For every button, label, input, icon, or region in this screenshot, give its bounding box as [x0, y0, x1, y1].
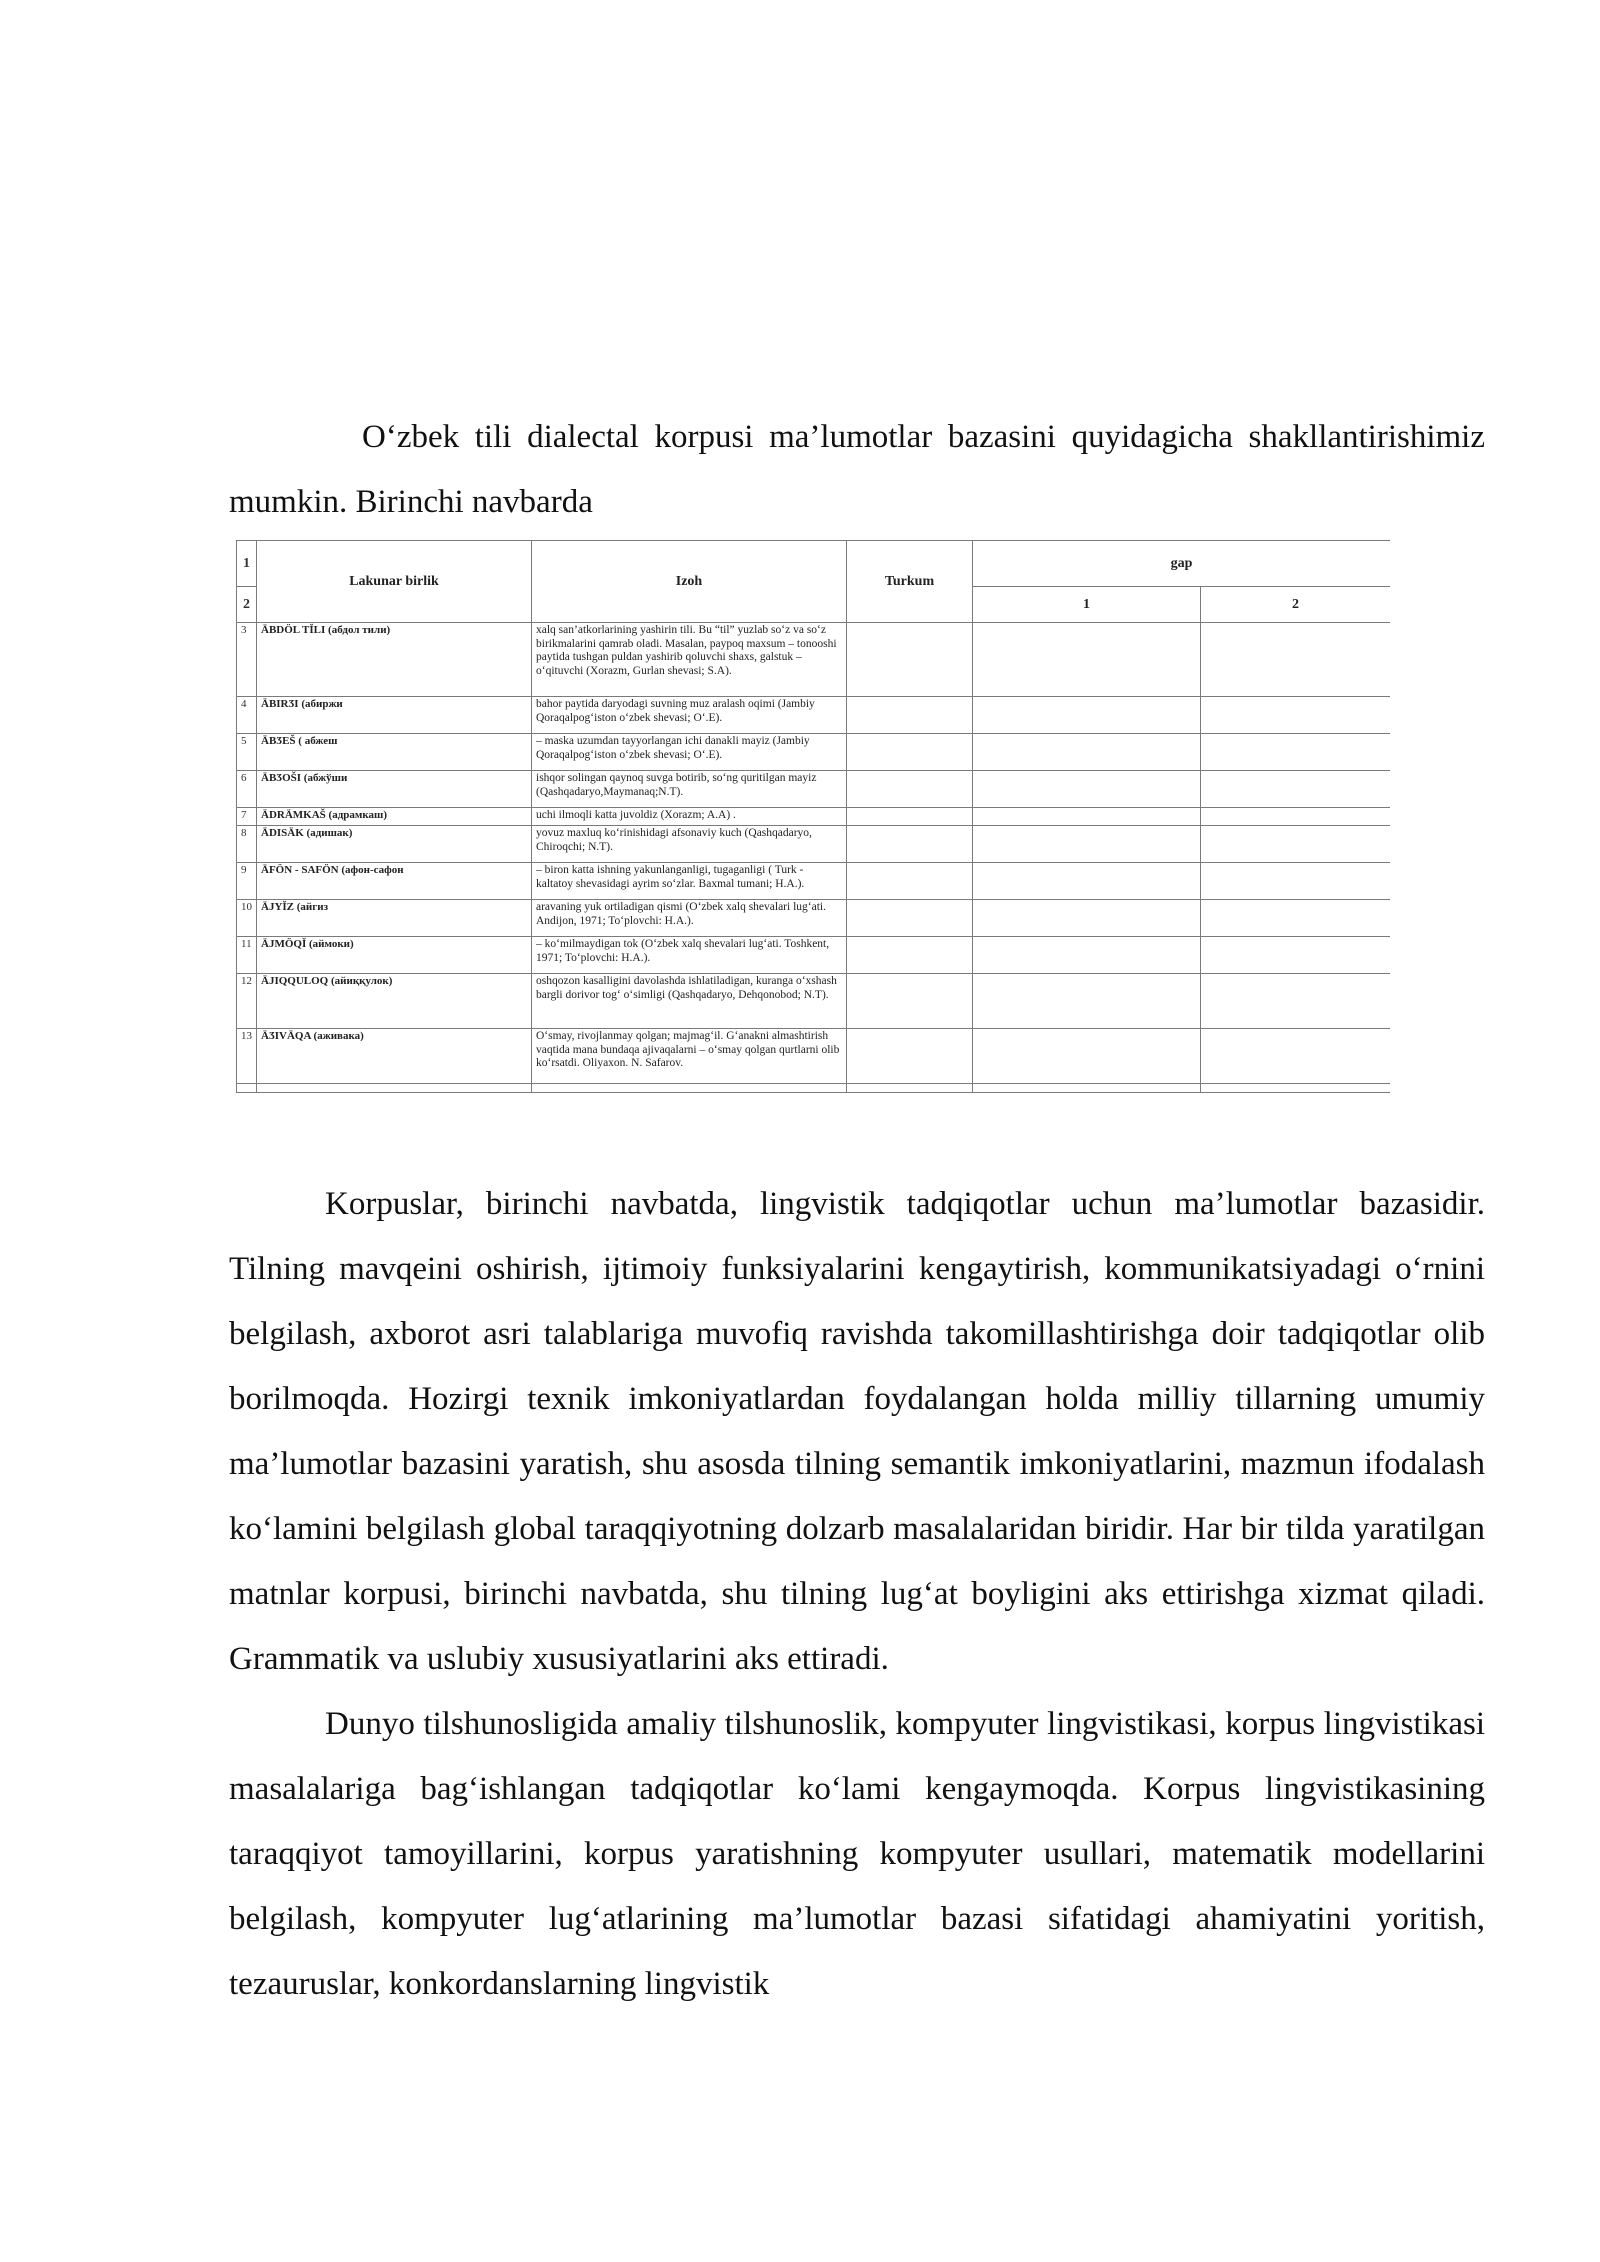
lakunar-word: ÄBӠOŠI (абжўши: [257, 771, 532, 808]
turkum-cell: [847, 697, 973, 734]
gap2-cell: [1201, 771, 1391, 808]
turkum-cell: [847, 900, 973, 937]
gap2-cell: [1201, 734, 1391, 771]
izoh-cell: – maska uzumdan tayyorlangan ichi danakli mayiz (Jambiy Qoraqalpog‘iston o‘zbek shevasi; O‘.E).: [532, 734, 847, 771]
turkum-cell: [847, 734, 973, 771]
table-row: [237, 974, 1391, 1029]
izoh-cell: bahor paytida daryodagi suvning muz aralash oqimi (Jambiy Qoraqalpog‘iston o‘zbek shevasi; O‘.E).: [532, 697, 847, 734]
table-row: [237, 734, 1391, 771]
table-row-cut: [237, 1084, 1391, 1093]
intro-paragraph: O‘zbek tili dialectal korpusi ma’lumotlar bazasini quyidagicha shakllantirishimiz mumkin. Birinchi navbarda: [229, 419, 1485, 520]
izoh-cell: – ko‘milmaydigan tok (O‘zbek xalq shevalari lug‘ati. Toshkent, 1971; To‘plovchi: H.A.).: [532, 937, 847, 974]
lakunar-word: [257, 1084, 532, 1093]
table-row: [237, 771, 1391, 808]
row-number: [237, 1084, 257, 1093]
header-gap-1: 1: [973, 587, 1201, 623]
izoh-cell: aravaning yuk ortiladigan qismi (O‘zbek xalq shevalari lug‘ati. Andijon, 1971; To‘plovchi: H.A.).: [532, 900, 847, 937]
izoh-cell: ishqor solingan qaynoq suvga botirib, so‘ng quritilgan mayiz (Qashqadaryo,Maymanaq;N.T).: [532, 771, 847, 808]
row-number: 8: [237, 826, 257, 863]
turkum-cell: [847, 808, 973, 826]
header-gap-2: 2: [1201, 587, 1391, 623]
izoh-cell: [532, 1084, 847, 1093]
table-row: [237, 697, 1391, 734]
table-row: [237, 937, 1391, 974]
turkum-cell: [847, 1084, 973, 1093]
gap2-cell: [1201, 808, 1391, 826]
table-row: [237, 623, 1391, 697]
gap1-cell: [973, 900, 1201, 937]
gap1-cell: [973, 974, 1201, 1029]
lakunar-word: ÄDRÄMKAŠ (адрамкаш): [257, 808, 532, 826]
row-number: 3: [237, 623, 257, 697]
table-row: [237, 900, 1391, 937]
row-number: 6: [237, 771, 257, 808]
gap1-cell: [973, 937, 1201, 974]
turkum-cell: [847, 863, 973, 900]
gap2-cell: [1201, 937, 1391, 974]
header-turkum: Turkum: [847, 541, 973, 623]
paragraph-korpuslar: Korpuslar, birinchi navbatda, lingvistik tadqiqotlar uchun ma’lumotlar bazasidir. Tilning mavqeini oshirish, ijtimoiy funksiyalarini kengaytirish, kommunikatsiyadagi o‘rnini belgilash, axborot asri talablariga muvofiq ravishda takomillashtirishga doir tadqiqotlar olib borilmoqda. Hozirgi texnik imkoniyatlardan foydalangan holda milliy tillarning umumiy ma’lumotlar bazasini yaratish, shu asosda tilning semantik imkoniyatlarini, mazmun ifodalash ko‘lamini belgilash global taraqqiyotning dolzarb masalalaridan biridir. Har bir tilda yaratilgan matnlar korpusi, birinchi navbatda, shu tilning lug‘at boyligini aks ettirishga xizmat qiladi. Grammatik va uslubiy xususiyatlarini aks ettiradi.: [229, 1186, 1485, 1677]
row-number: 5: [237, 734, 257, 771]
gap2-cell: [1201, 1029, 1391, 1084]
lakunar-word: ÄBDÖL TĬLI (абдол тили): [257, 623, 532, 697]
table-row: [237, 863, 1391, 900]
gap2-cell: [1201, 863, 1391, 900]
lakunar-word: ÄFÖN - SAFÖN (афон-сафон: [257, 863, 532, 900]
izoh-cell: uchi ilmoqli katta juvoldiz (Xorazm; A.A) .: [532, 808, 847, 826]
lakunar-word: ÄJMÖQĬ (аймоки): [257, 937, 532, 974]
lakunar-word: ÄJYĬZ (айгиз: [257, 900, 532, 937]
lakunar-word: ÄBӠEŠ ( абжеш: [257, 734, 532, 771]
izoh-cell: – biron katta ishning yakunlanganligi, tugaganligi ( Turk - kaltatoy shevasidagi ayrim so‘zlar. Baxmal tumani; H.A.).: [532, 863, 847, 900]
table-row: [237, 808, 1391, 826]
lakunar-word: ÄBIRӠI (абиржи: [257, 697, 532, 734]
gap1-cell: [973, 808, 1201, 826]
row-number: 1: [237, 541, 257, 587]
row-number: 7: [237, 808, 257, 826]
row-number: 9: [237, 863, 257, 900]
gap2-cell: [1201, 623, 1391, 697]
intro-block: [229, 405, 1485, 535]
row-number: 12: [237, 974, 257, 1029]
lakunar-word: ÄDISÄK (адишак): [257, 826, 532, 863]
row-number: 2: [237, 587, 257, 623]
turkum-cell: [847, 974, 973, 1029]
header-gap: gap: [973, 541, 1391, 587]
body-text: [229, 1172, 1485, 2017]
row-number: 11: [237, 937, 257, 974]
header-izoh: Izoh: [532, 541, 847, 623]
gap1-cell: [973, 734, 1201, 771]
turkum-cell: [847, 826, 973, 863]
row-number: 13: [237, 1029, 257, 1084]
turkum-cell: [847, 623, 973, 697]
gap1-cell: [973, 1029, 1201, 1084]
gap1-cell: [973, 826, 1201, 863]
lexicon-table: [236, 540, 1390, 1093]
row-number: 10: [237, 900, 257, 937]
lakunar-word: ÄJIQQULOQ (айиққулок): [257, 974, 532, 1029]
gap1-cell: [973, 697, 1201, 734]
gap2-cell: [1201, 1084, 1391, 1093]
turkum-cell: [847, 1029, 973, 1084]
gap1-cell: [973, 771, 1201, 808]
izoh-cell: yovuz maxluq ko‘rinishidagi afsonaviy kuch (Qashqadaryo, Chiroqchi; N.T).: [532, 826, 847, 863]
gap2-cell: [1201, 974, 1391, 1029]
paragraph-dunyo: Dunyo tilshunosligida amaliy tilshunoslik, kompyuter lingvistikasi, korpus lingvistikasi masalalariga bag‘ishlangan tadqiqotlar ko‘lami kengaymoqda. Korpus lingvistikasining taraqqiyot tamoyillarini, korpus yaratishning kompyuter usullari, matematik modellarini belgilash, kompyuter lug‘atlarining ma’lumotlar bazasi sifatidagi ahamiyatini yoritish, tezauruslar, konkordanslarning lingvistik: [229, 1706, 1485, 2002]
spreadsheet-image: [236, 540, 1390, 1098]
turkum-cell: [847, 937, 973, 974]
table-row: [237, 826, 1391, 863]
gap2-cell: [1201, 900, 1391, 937]
turkum-cell: [847, 771, 973, 808]
gap2-cell: [1201, 826, 1391, 863]
izoh-cell: O‘smay, rivojlanmay qolgan; majmag‘il. G‘anakni almashtirish vaqtida mana bundaqa ajivaqalarni – o‘smay qolgan qurtlarni olib ko‘rsatdi. Oliyaxon. N. Safarov.: [532, 1029, 847, 1084]
izoh-cell: xalq san’atkorlarining yashirin tili. Bu “til” yuzlab so‘z va so‘z birikmalarini qamrab oladi. Masalan, paypoq maxsum – tonooshi paytida tushgan puldan yashirib qoluvchi shaxs, galstuk – o‘qituvchi (Xorazm, Gurlan shevasi; S.A).: [532, 623, 847, 697]
gap1-cell: [973, 623, 1201, 697]
gap1-cell: [973, 863, 1201, 900]
lakunar-word: ÄӠIVÄQA (аживака): [257, 1029, 532, 1084]
table-row: [237, 1029, 1391, 1084]
gap1-cell: [973, 1084, 1201, 1093]
header-lakunar-birlik: Lakunar birlik: [257, 541, 532, 623]
gap2-cell: [1201, 697, 1391, 734]
row-number: 4: [237, 697, 257, 734]
izoh-cell: oshqozon kasalligini davolashda ishlatiladigan, kuranga o‘xshash bargli dorivor tog‘ o‘simligi (Qashqadaryo, Dehqonobod; N.T).: [532, 974, 847, 1029]
